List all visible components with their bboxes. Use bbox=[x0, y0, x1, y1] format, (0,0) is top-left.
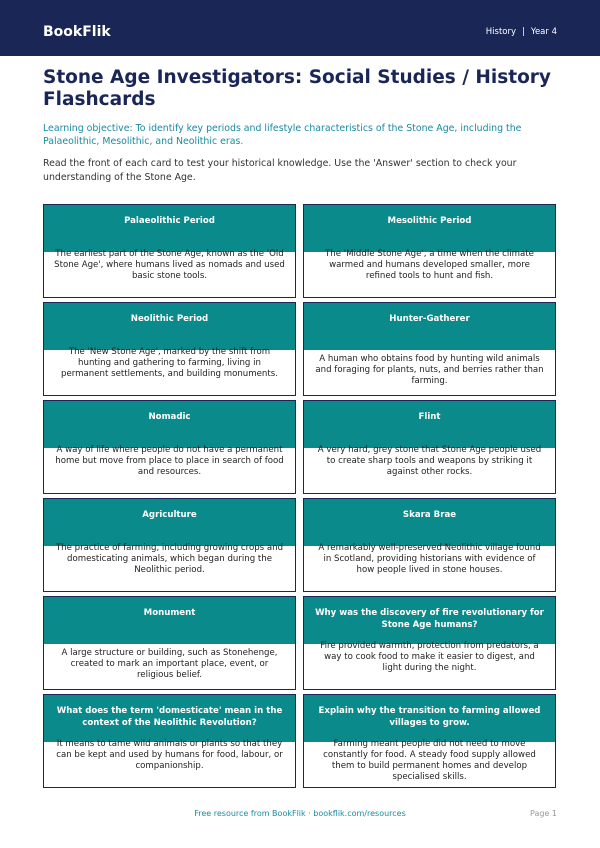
breadcrumb-separator: | bbox=[522, 27, 525, 37]
flashcard[interactable] bbox=[43, 204, 296, 298]
flashcard[interactable] bbox=[303, 302, 556, 396]
flashcard-answer bbox=[44, 347, 295, 396]
flashcard-front: Mesolithic Period bbox=[304, 205, 555, 252]
flashcard-answer bbox=[304, 543, 555, 592]
flashcard-front: What does the term 'domesticate' mean in the context of the Neolithic Revolution? bbox=[44, 695, 295, 742]
flashcard[interactable] bbox=[303, 498, 556, 592]
breadcrumb bbox=[486, 27, 557, 37]
flashcard-front: Monument bbox=[44, 597, 295, 644]
page-number: Page 1 bbox=[530, 809, 557, 818]
flashcard-answer bbox=[44, 543, 295, 592]
flashcard-answer bbox=[44, 644, 295, 690]
flashcard-answer-text: It means to tame wild animals or plants so that they can be kept and used by humans for food, labour, or companionship. bbox=[56, 739, 283, 771]
flashcard-front: Palaeolithic Period bbox=[44, 205, 295, 252]
flashcard-answer-text: A human who obtains food by hunting wild animals and foraging for plants, nuts, and berries rather than farming. bbox=[315, 354, 544, 386]
flashcard-answer bbox=[304, 445, 555, 494]
flashcard[interactable] bbox=[43, 302, 296, 396]
flashcard-answer-text: The 'New Stone Age', marked by the shift from hunting and gathering to farming, living in permanent settlements, and building monuments. bbox=[61, 347, 278, 379]
breadcrumb-subject[interactable]: History bbox=[485, 27, 517, 37]
flashcard-answer bbox=[304, 350, 555, 396]
flashcard-front: Nomadic bbox=[44, 401, 295, 448]
flashcard-front: Explain why the transition to farming allowed villages to grow. bbox=[304, 695, 555, 742]
flashcard-front: Agriculture bbox=[44, 499, 295, 546]
flashcard-answer-text: The earliest part of the Stone Age, known as the 'Old Stone Age', where humans lived as nomads and used basic stone tools. bbox=[54, 249, 285, 281]
flashcard-answer-text: Farming meant people did not need to move constantly for food. A steady food supply allowed them to build permanent homes and develop specialised skills. bbox=[323, 739, 536, 782]
flashcard-answer bbox=[44, 445, 295, 494]
flashcard-answer bbox=[304, 249, 555, 298]
flashcard[interactable] bbox=[43, 498, 296, 592]
flashcard[interactable] bbox=[303, 400, 556, 494]
flashcard[interactable] bbox=[43, 596, 296, 690]
flashcard-front: Neolithic Period bbox=[44, 303, 295, 350]
flashcard[interactable] bbox=[303, 694, 556, 788]
flashcard[interactable] bbox=[43, 400, 296, 494]
flashcard-answer-text: A large structure or building, such as Stonehenge, created to mark an important place, event, or religious belief. bbox=[61, 648, 278, 680]
flashcard-answer-text: Fire provided warmth, protection from predators, a way to cook food to make it easier to digest, and light during the night. bbox=[320, 641, 539, 673]
flashcard-answer-text: The 'Middle Stone Age', a time when the climate warmed and humans developed smaller, more refined tools to hunt and fish. bbox=[325, 249, 534, 281]
footer-credit[interactable]: Free resource from BookFlik · bookflik.com/resources bbox=[194, 809, 406, 818]
flashcard-front: Flint bbox=[304, 401, 555, 448]
top-header-bar bbox=[0, 0, 600, 56]
flashcard-front: Skara Brae bbox=[304, 499, 555, 546]
flashcard[interactable] bbox=[43, 694, 296, 788]
flashcard-answer-text: A remarkably well-preserved Neolithic village found in Scotland, providing historians with evidence of how people lived in stone houses. bbox=[318, 543, 541, 575]
flashcard[interactable] bbox=[303, 204, 556, 298]
brand-logo[interactable]: BookFlik bbox=[43, 24, 111, 40]
flashcard-answer-text: A very hard, grey stone that Stone Age people used to create sharp tools and weapons by striking it against other rocks. bbox=[317, 445, 542, 477]
flashcard-answer bbox=[44, 739, 295, 788]
breadcrumb-year[interactable]: Year 4 bbox=[530, 27, 557, 37]
intro-text: Read the front of each card to test your historical knowledge. Use the 'Answer' section to check your understanding of the Stone Age. bbox=[43, 158, 517, 183]
flashcard-answer bbox=[304, 739, 555, 788]
page-title: Stone Age Investigators: Social Studies / History Flashcards bbox=[43, 67, 551, 110]
flashcard-answer-text: A way of life where people do not have a permanent home but move from place to place in search of food and resources. bbox=[55, 445, 284, 477]
flashcard[interactable] bbox=[303, 596, 556, 690]
learning-objective: Learning objective: To identify key periods and lifestyle characteristics of the Stone Age, including the Palaeolithic, Mesolithic, and Neolithic eras. bbox=[43, 123, 522, 147]
flashcard-answer-text: The practice of farming, including growing crops and domesticating animals, which began during the Neolithic period. bbox=[55, 543, 284, 575]
flashcard-front: Hunter-Gatherer bbox=[304, 303, 555, 350]
flashcard-answer bbox=[304, 641, 555, 690]
flashcard-front: Why was the discovery of fire revolutionary for Stone Age humans? bbox=[304, 597, 555, 644]
flashcard-answer bbox=[44, 249, 295, 298]
